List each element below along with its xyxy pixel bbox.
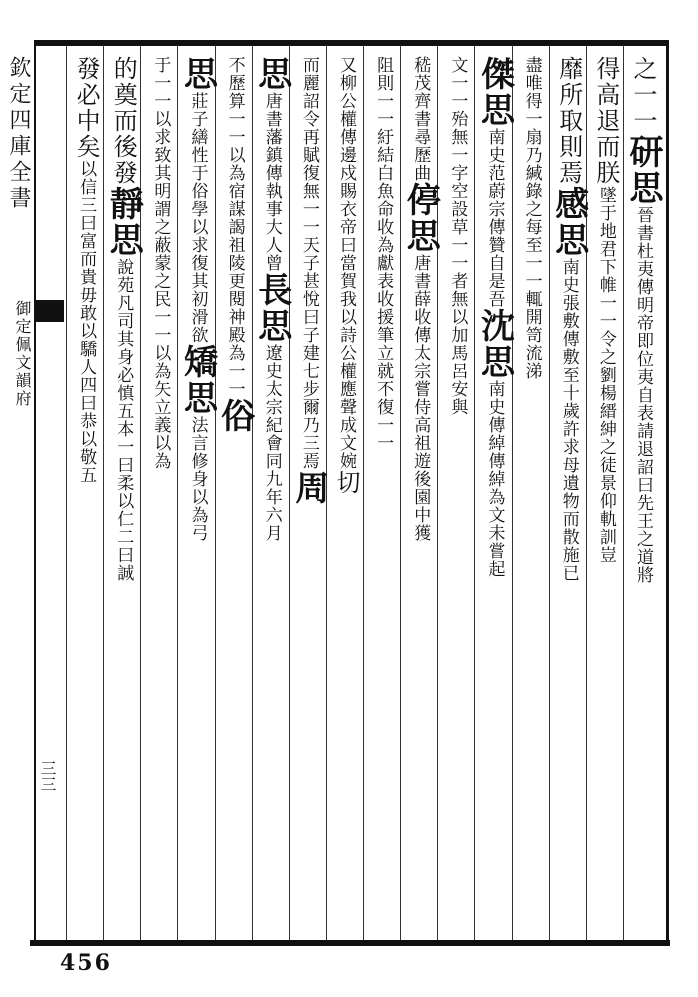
text-segment: 的奠而後發 xyxy=(109,56,138,186)
text-segment: 唐書藩鎮傳執事大人曾 xyxy=(261,92,282,272)
headword: 感思 xyxy=(548,186,589,258)
text-segment: 說苑凡司其身必慎五本一曰柔以仁二曰誠 xyxy=(113,258,134,582)
text-segment: 墜于地君下帷一一令之劉楊縉紳之徒景仰軌訓豈 xyxy=(595,186,616,564)
text-segment: 盡唯得一扇乃緘錄之每至一一輒開笥流涕 xyxy=(521,56,542,380)
headword: 研思 xyxy=(623,134,663,206)
headword: 傑思 xyxy=(474,56,515,128)
text-segment: 晉書杜夷傳明帝即位夷自表請退詔曰先王之道將 xyxy=(633,206,653,584)
text-segment: 不歷算一一以為宿謀 xyxy=(224,56,245,218)
text-column xyxy=(103,56,144,582)
text-column xyxy=(439,56,472,416)
column-separator xyxy=(103,46,104,940)
right-border-rule xyxy=(666,40,669,946)
text-column xyxy=(142,56,175,470)
column-separator xyxy=(66,46,67,940)
text-segment: 切 xyxy=(332,470,360,496)
text-column xyxy=(365,56,398,452)
column-separator xyxy=(140,46,141,940)
column-separator xyxy=(586,46,587,940)
text-segment: 得高退而朕 xyxy=(591,56,620,186)
text-column xyxy=(214,56,255,434)
headword: 長思 xyxy=(251,272,292,344)
text-column xyxy=(68,56,101,484)
column-separator xyxy=(252,46,253,940)
column-separator xyxy=(363,46,364,940)
headword: 思 xyxy=(251,56,292,92)
text-segment: 謁祖陵更閱神殿為一一 xyxy=(224,218,245,398)
text-column xyxy=(514,56,547,380)
column-separator xyxy=(177,46,178,940)
text-segment: 發必中矣 xyxy=(72,56,101,160)
text-segment: 一一以為矢立義以為 xyxy=(150,308,171,470)
text-segment: 以信三曰富而貴毋敢以驕人四曰恭以敬五 xyxy=(76,160,97,484)
headword: 停思 xyxy=(400,182,441,254)
column-separator xyxy=(512,46,513,940)
text-segment: 南史范蔚宗傳贊自是吾 xyxy=(484,128,505,308)
bottom-border-rule xyxy=(30,940,670,946)
text-segment: 莊子繕性于俗學以求復其初滑欲 xyxy=(187,92,208,344)
text-segment: 靡所取則焉 xyxy=(554,56,583,186)
text-segment: 文一一殆無一字空設 xyxy=(447,56,468,218)
text-segment: 南史張敷傳敷至十歲許求母遺物而散施已 xyxy=(558,258,579,582)
text-column xyxy=(400,56,441,542)
page-number: 三三 xyxy=(38,760,57,792)
text-column xyxy=(328,56,361,496)
text-column xyxy=(548,56,589,582)
text-column xyxy=(474,56,515,578)
text-segment: 之 xyxy=(629,56,657,82)
left-border-rule xyxy=(34,40,36,940)
text-segment: 法言修身以為弓 xyxy=(187,416,208,542)
column-separator xyxy=(400,46,401,940)
column-separator xyxy=(549,46,550,940)
text-segment: 南史傳綽傳綽為文未嘗起 xyxy=(484,380,505,578)
margin-subtitle: 御定佩文韻府 xyxy=(13,300,32,408)
text-segment: 唐書薛收傳太宗嘗侍高祖遊後園中獲 xyxy=(410,254,431,542)
text-column xyxy=(251,56,292,542)
text-segment: 嵇茂齊書尋歷曲 xyxy=(410,56,431,182)
text-column xyxy=(288,56,329,506)
text-column xyxy=(623,56,663,584)
headword: 沈思 xyxy=(474,308,515,380)
column-separator xyxy=(437,46,438,940)
text-segment: 草一一者無以加馬呂安與 xyxy=(447,218,468,416)
text-column xyxy=(588,56,621,564)
column-separator xyxy=(215,46,216,940)
text-segment: 而麗詔令再賦復無一一天子甚悅曰子建七步爾乃三焉 xyxy=(298,56,319,470)
margin-title: 欽定四庫全書 xyxy=(6,56,31,212)
headword: 矯思 xyxy=(177,344,218,416)
text-segment: 白魚命收為獻表收援筆立就不復一一 xyxy=(373,164,394,452)
text-segment: 于一一以求致其明謂之蔽蒙之民 xyxy=(150,56,171,308)
text-segment: 一一 xyxy=(629,82,657,134)
headword: 周 xyxy=(288,470,329,506)
headword: 俗 xyxy=(214,398,255,434)
text-segment: 遼史太宗紀會同九年六月 xyxy=(261,344,282,542)
bottom-fragment: 456 xyxy=(60,950,112,976)
text-segment: 又柳公權傳邊戍賜衣帝曰當賀我以詩公權應聲成文婉 xyxy=(336,56,356,470)
fishtail-mark xyxy=(36,300,64,322)
headword: 思 xyxy=(177,56,218,92)
column-separator xyxy=(474,46,475,940)
text-column xyxy=(177,56,218,542)
headword: 靜思 xyxy=(103,186,144,258)
top-border-rule xyxy=(34,40,666,46)
text-segment: 阻則一一紆結 xyxy=(373,56,394,164)
